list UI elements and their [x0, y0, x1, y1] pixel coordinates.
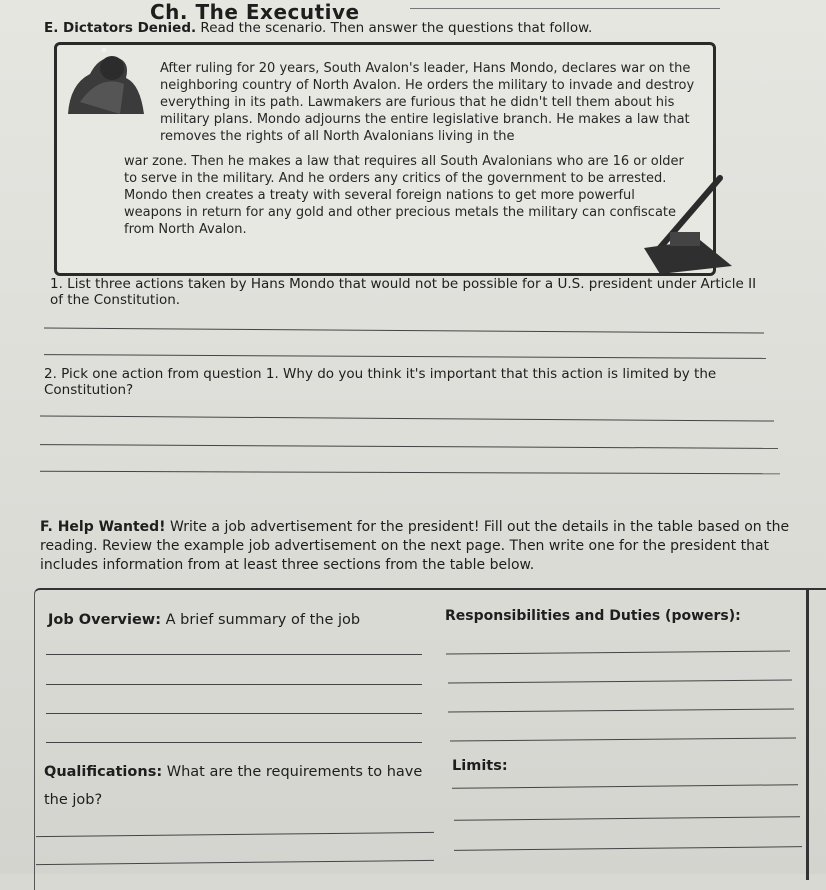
table-right-border	[806, 590, 809, 880]
page-header: Ch. The Executive	[150, 0, 360, 24]
job-overview-line-2[interactable]	[46, 684, 422, 685]
section-f-heading	[40, 518, 810, 575]
job-overview-label: Job Overview:	[48, 612, 161, 628]
qualifications-text: What are the requirements to have the job?	[44, 764, 423, 808]
job-overview-line-3[interactable]	[46, 713, 422, 714]
job-overview-line-1[interactable]	[46, 654, 422, 655]
job-overview-heading	[48, 612, 360, 628]
responsibilities-heading: Responsibilities and Duties (powers):	[445, 608, 741, 624]
header-rule	[410, 8, 720, 9]
answer-line-q2-a[interactable]	[40, 415, 774, 421]
dictator-figure-icon	[60, 44, 150, 122]
section-f-label: F. Help Wanted!	[40, 519, 166, 535]
question-1: 1. List three actions taken by Hans Mondo that would not be possible for a U.S. president under Article II of the Constitution.	[50, 276, 757, 308]
limits-heading: Limits:	[452, 758, 508, 774]
section-f-instruction: Write a job advertisement for the president! Fill out the details in the table based on the reading. Review the example job advertisement on the next page. Then write one for the president that includes information from at least three sections from the table below.	[40, 519, 790, 573]
question-2: 2. Pick one action from question 1. Why do you think it's important that this action is limited by the Constitution?	[44, 366, 717, 398]
scenario-text-part-2: war zone. Then he makes a law that requires all South Avalonians who are 16 or older to serve in the military. And he orders any critics of the government to be arrested. Mondo then creates a treaty with several foreign nations to get more powerful weapons in return for any gold and other precious metals the military can confiscate from North Avalon.	[124, 154, 684, 237]
job-overview-text: A brief summary of the job	[161, 612, 361, 628]
job-overview-line-4[interactable]	[46, 742, 422, 743]
answer-line-q1-a[interactable]	[44, 327, 764, 333]
answer-line-q2-c[interactable]	[40, 471, 780, 475]
qualifications-label: Qualifications:	[44, 764, 163, 780]
section-e-heading	[44, 20, 592, 36]
section-e-instruction: Read the scenario. Then answer the questions that follow.	[196, 20, 593, 36]
qualifications-heading	[44, 758, 424, 814]
answer-line-q1-b[interactable]	[44, 354, 766, 359]
section-e-label: E. Dictators Denied.	[44, 20, 197, 36]
scenario-text-part-1: After ruling for 20 years, South Avalon's leader, Hans Mondo, declares war on the neighboring country of North Avalon. He orders the military to invade and destroy everything in its path. Lawmakers are furious that he didn't tell them about his military plans. Mondo adjourns the entire legislative branch. He makes a law that removes the rights of all North Avalonians living in the	[160, 61, 695, 144]
answer-line-q2-b[interactable]	[40, 444, 778, 449]
